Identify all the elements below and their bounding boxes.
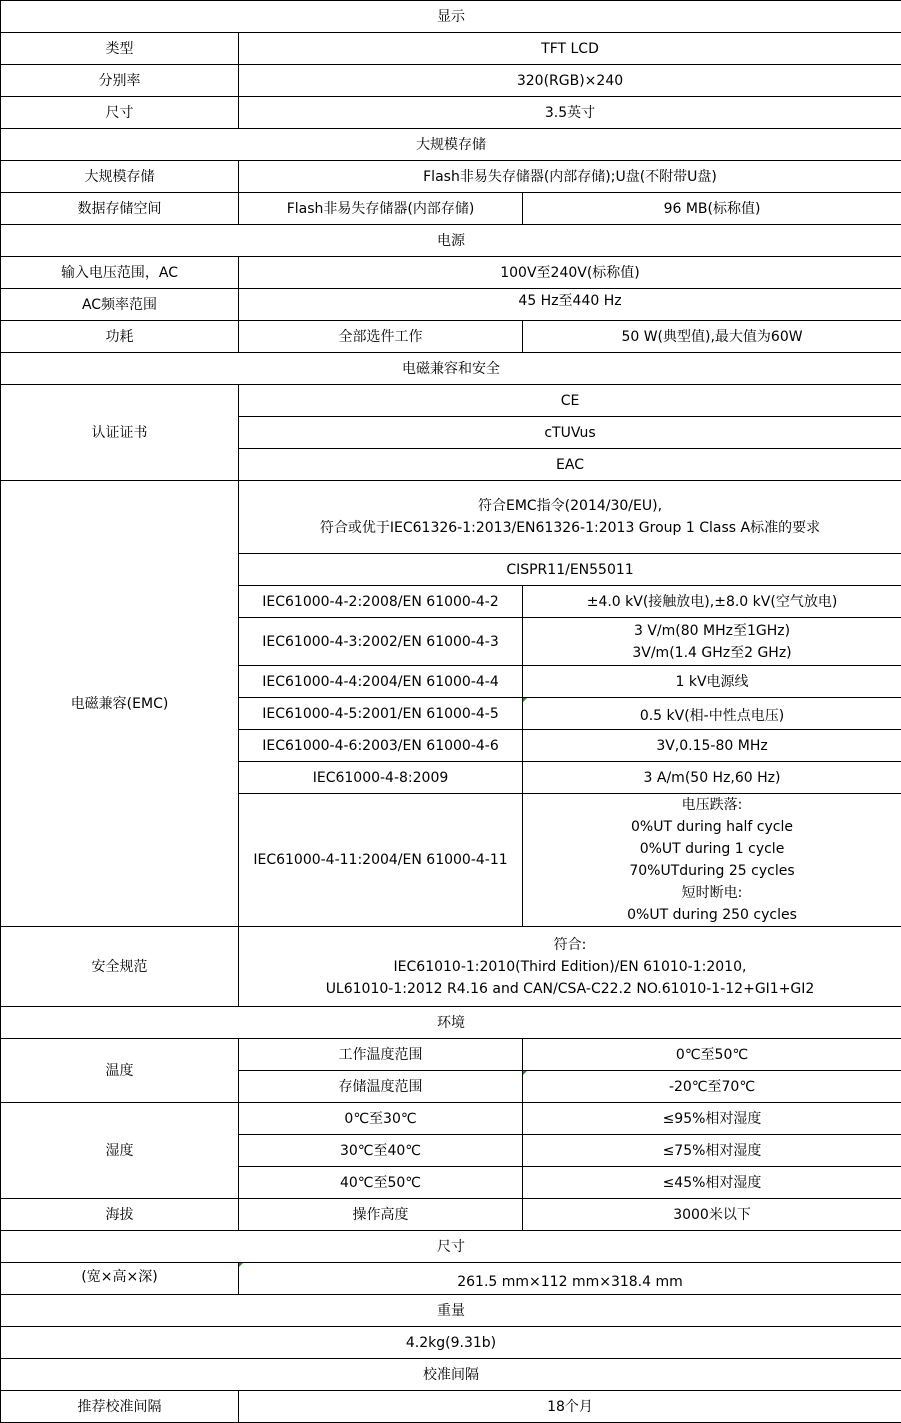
- section-header-row: [1, 1295, 901, 1327]
- section-header-row: [1, 353, 901, 385]
- test-standard: IEC61000-4-4:2004/EN 61000-4-4: [239, 666, 523, 698]
- safety-value-line: IEC61010-1:2010(Third Edition)/EN 61010-1:2010,: [243, 956, 897, 978]
- row-value: ≤45%相对湿度: [523, 1167, 901, 1199]
- table-row: [1, 161, 901, 193]
- test-value-line: 0%UT during half cycle: [527, 816, 897, 838]
- table-row: [1, 1327, 901, 1359]
- cispr-standard: CISPR11/EN55011: [239, 554, 901, 586]
- emc-statement: [239, 481, 901, 554]
- row-label: 大规模存储: [1, 161, 239, 193]
- row-value: 3.5英寸: [239, 97, 901, 129]
- row-label: 海拔: [1, 1199, 239, 1231]
- row-label: (宽×高×深): [1, 1263, 239, 1295]
- table-row: [1, 65, 901, 97]
- table-row: [1, 385, 901, 417]
- row-label: 温度: [1, 1039, 239, 1103]
- row-subitem: 40℃至50℃: [239, 1167, 523, 1199]
- test-standard: IEC61000-4-2:2008/EN 61000-4-2: [239, 586, 523, 618]
- row-label: 功耗: [1, 321, 239, 353]
- test-value-line: 电压跌落:: [527, 794, 897, 816]
- cert-item: CE: [239, 385, 901, 417]
- row-value: ≤75%相对湿度: [523, 1135, 901, 1167]
- section-header-row: [1, 1231, 901, 1263]
- table-row: [1, 193, 901, 225]
- section-header-emc-safety: 电磁兼容和安全: [1, 353, 901, 385]
- safety-value: [239, 927, 901, 1007]
- row-value: 3000米以下: [523, 1199, 901, 1231]
- row-subitem: 存储温度范围: [239, 1071, 523, 1103]
- table-row: [1, 1263, 901, 1295]
- section-header-calibration: 校准间隔: [1, 1359, 901, 1391]
- test-standard: IEC61000-4-5:2001/EN 61000-4-5: [239, 698, 523, 730]
- row-value: 261.5 mm×112 mm×318.4 mm: [239, 1263, 901, 1295]
- table-row: [1, 1391, 901, 1423]
- safety-value-line: UL61010-1:2012 R4.16 and CAN/CSA-C22.2 NO.61010-1-12+GI1+GI2: [243, 978, 897, 1000]
- test-value-line: 0%UT during 1 cycle: [527, 838, 897, 860]
- section-header-power: 电源: [1, 225, 901, 257]
- row-label: 湿度: [1, 1103, 239, 1199]
- section-header-dimensions: 尺寸: [1, 1231, 901, 1263]
- section-header-row: [1, 1, 901, 33]
- section-header-row: [1, 225, 901, 257]
- table-row: [1, 257, 901, 289]
- section-header-weight: 重量: [1, 1295, 901, 1327]
- test-value-line: 短时断电:: [527, 882, 897, 904]
- row-label: 电磁兼容(EMC): [1, 481, 239, 927]
- row-value: Flash非易失存储器(内部存储);U盘(不附带U盘): [239, 161, 901, 193]
- test-standard: IEC61000-4-11:2004/EN 61000-4-11: [239, 794, 523, 927]
- test-value: 0.5 kV(相-中性点电压): [523, 698, 901, 730]
- test-standard: IEC61000-4-3:2002/EN 61000-4-3: [239, 618, 523, 666]
- table-row: [1, 927, 901, 1007]
- emc-statement-line: 符合或优于IEC61326-1:2013/EN61326-1:2013 Group 1 Class A标准的要求: [243, 517, 897, 539]
- section-header-environment: 环境: [1, 1007, 901, 1039]
- row-value: 96 MB(标称值): [523, 193, 901, 225]
- weight-value: 4.2kg(9.31b): [1, 1327, 901, 1359]
- test-value-line: 0%UT during 250 cycles: [527, 904, 897, 926]
- row-value: ≤95%相对湿度: [523, 1103, 901, 1135]
- row-label: AC频率范围: [1, 289, 239, 321]
- row-label: 尺寸: [1, 97, 239, 129]
- table-row: [1, 321, 901, 353]
- test-value: 1 kV电源线: [523, 666, 901, 698]
- test-value-line: 3 V/m(80 MHz至1GHz): [527, 620, 897, 642]
- test-value-line: 70%UTduring 25 cycles: [527, 860, 897, 882]
- table-row: [1, 1103, 901, 1135]
- row-label: 分别率: [1, 65, 239, 97]
- row-label: 推荐校准间隔: [1, 1391, 239, 1423]
- section-header-row: [1, 1007, 901, 1039]
- row-value: TFT LCD: [239, 33, 901, 65]
- row-value: 100V至240V(标称值): [239, 257, 901, 289]
- section-header-row: [1, 1359, 901, 1391]
- test-value: [523, 794, 901, 927]
- row-value: 45 Hz至440 Hz: [239, 289, 901, 321]
- test-value: [523, 618, 901, 666]
- row-label: 数据存储空间: [1, 193, 239, 225]
- test-value: 3V,0.15-80 MHz: [523, 730, 901, 762]
- row-label: 安全规范: [1, 927, 239, 1007]
- row-value: 50 W(典型值),最大值为60W: [523, 321, 901, 353]
- row-subitem: Flash非易失存储器(内部存储): [239, 193, 523, 225]
- row-subitem: 工作温度范围: [239, 1039, 523, 1071]
- test-value: 3 A/m(50 Hz,60 Hz): [523, 762, 901, 794]
- emc-statement-line: 符合EMC指令(2014/30/EU),: [243, 495, 897, 517]
- section-header-storage: 大规模存储: [1, 129, 901, 161]
- section-header-display: 显示: [1, 1, 901, 33]
- row-subitem: 操作高度: [239, 1199, 523, 1231]
- row-value: 18个月: [239, 1391, 901, 1423]
- cert-item: EAC: [239, 449, 901, 481]
- test-standard: IEC61000-4-6:2003/EN 61000-4-6: [239, 730, 523, 762]
- row-label: 输入电压范围，AC: [1, 257, 239, 289]
- safety-value-line: 符合:: [243, 934, 897, 956]
- row-value: 320(RGB)×240: [239, 65, 901, 97]
- row-subitem: 全部选件工作: [239, 321, 523, 353]
- section-header-row: [1, 129, 901, 161]
- row-label: 类型: [1, 33, 239, 65]
- table-row: [1, 289, 901, 321]
- test-value: ±4.0 kV(接触放电),±8.0 kV(空气放电): [523, 586, 901, 618]
- test-standard: IEC61000-4-8:2009: [239, 762, 523, 794]
- row-value: 0℃至50℃: [523, 1039, 901, 1071]
- table-row: [1, 1199, 901, 1231]
- table-row: [1, 97, 901, 129]
- table-row: [1, 481, 901, 554]
- cert-item: cTUVus: [239, 417, 901, 449]
- row-subitem: 30℃至40℃: [239, 1135, 523, 1167]
- row-value: -20℃至70℃: [523, 1071, 901, 1103]
- table-row: [1, 1039, 901, 1071]
- row-label: 认证证书: [1, 385, 239, 481]
- table-row: [1, 33, 901, 65]
- test-value-line: 3V/m(1.4 GHz至2 GHz): [527, 642, 897, 664]
- row-subitem: 0℃至30℃: [239, 1103, 523, 1135]
